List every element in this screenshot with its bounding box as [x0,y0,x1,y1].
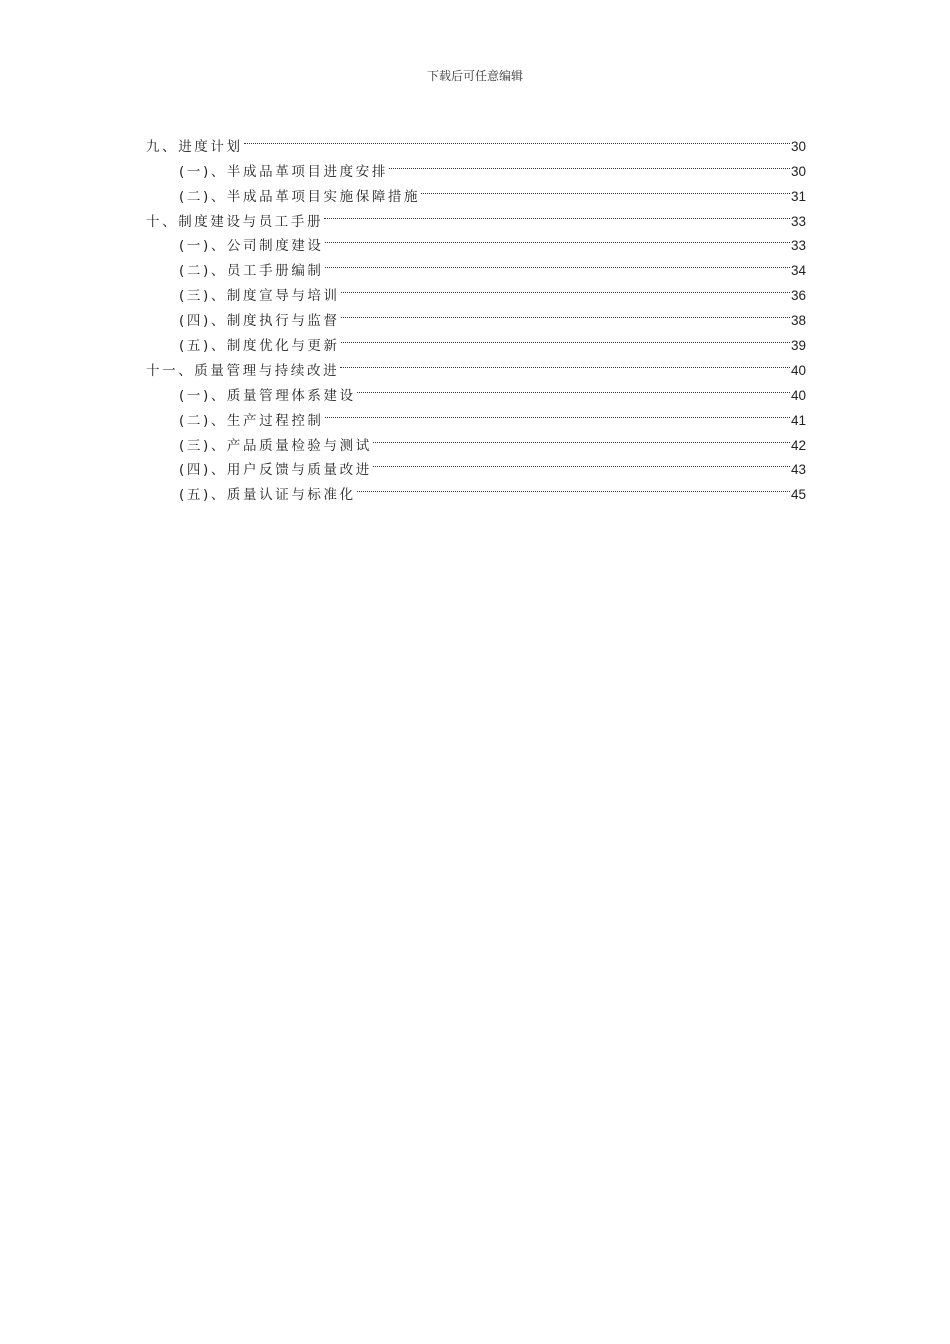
toc-page-number: 34 [790,263,806,279]
toc-dot-leader [341,275,790,300]
toc-page-number: 45 [790,487,806,503]
toc-dot-leader [325,250,790,275]
toc-page-number: 33 [790,213,806,229]
toc-entry-title: (四)、制度执行与监督 [179,313,340,330]
toc-dot-leader [341,300,790,325]
toc-entry-title: 九、进度计划 [146,138,243,155]
toc-entry[interactable] [146,151,806,180]
toc-dot-leader [325,400,790,425]
toc-entry-title: (二)、生产过程控制 [179,412,324,429]
toc-entry-title: 十一、质量管理与持续改进 [146,362,340,379]
toc-page-number: 41 [790,412,806,428]
toc-dot-leader [389,151,790,176]
toc-dot-leader [357,474,790,499]
toc-entry-title: (一)、半成品革项目进度安排 [179,163,388,180]
toc-page-number: 30 [790,138,806,154]
toc-entry-title: (二)、半成品革项目实施保障措施 [179,188,421,205]
toc-entry-title: (二)、员工手册编制 [179,263,324,280]
toc-page-number: 36 [790,288,806,304]
toc-dot-leader [357,375,790,400]
toc-dot-leader [324,201,790,226]
toc-page-number: 40 [790,362,806,378]
toc-dot-leader [325,226,790,251]
toc-entry-title: (一)、公司制度建设 [179,238,324,255]
toc-entry[interactable] [146,126,806,155]
toc-entry-title: (三)、产品质量检验与测试 [179,437,372,454]
toc-dot-leader [244,126,790,151]
toc-page-number: 40 [790,387,806,403]
toc-entry-title: (四)、用户反馈与质量改进 [179,462,372,479]
toc-dot-leader [373,450,790,475]
page-header: 下载后可任意编辑 [426,69,523,83]
toc-page-number: 38 [790,313,806,329]
toc-page-number: 43 [790,462,806,478]
toc-page-number: 30 [790,163,806,179]
toc-page-number: 39 [790,338,806,354]
table-of-contents [146,126,806,504]
toc-entry-title: (三)、制度宣导与培训 [179,288,340,305]
toc-page-number: 33 [790,238,806,254]
toc-entry-title: (五)、质量认证与标准化 [179,487,356,504]
toc-entry-title: 十、制度建设与员工手册 [146,213,324,230]
toc-entry-title: (五)、制度优化与更新 [179,338,340,355]
toc-dot-leader [340,350,790,375]
toc-entry-title: (一)、质量管理体系建设 [179,387,356,404]
toc-dot-leader [421,176,790,201]
toc-dot-leader [341,325,790,350]
toc-page-number: 31 [790,188,806,204]
toc-dot-leader [373,425,790,450]
toc-page-number: 42 [790,437,806,453]
